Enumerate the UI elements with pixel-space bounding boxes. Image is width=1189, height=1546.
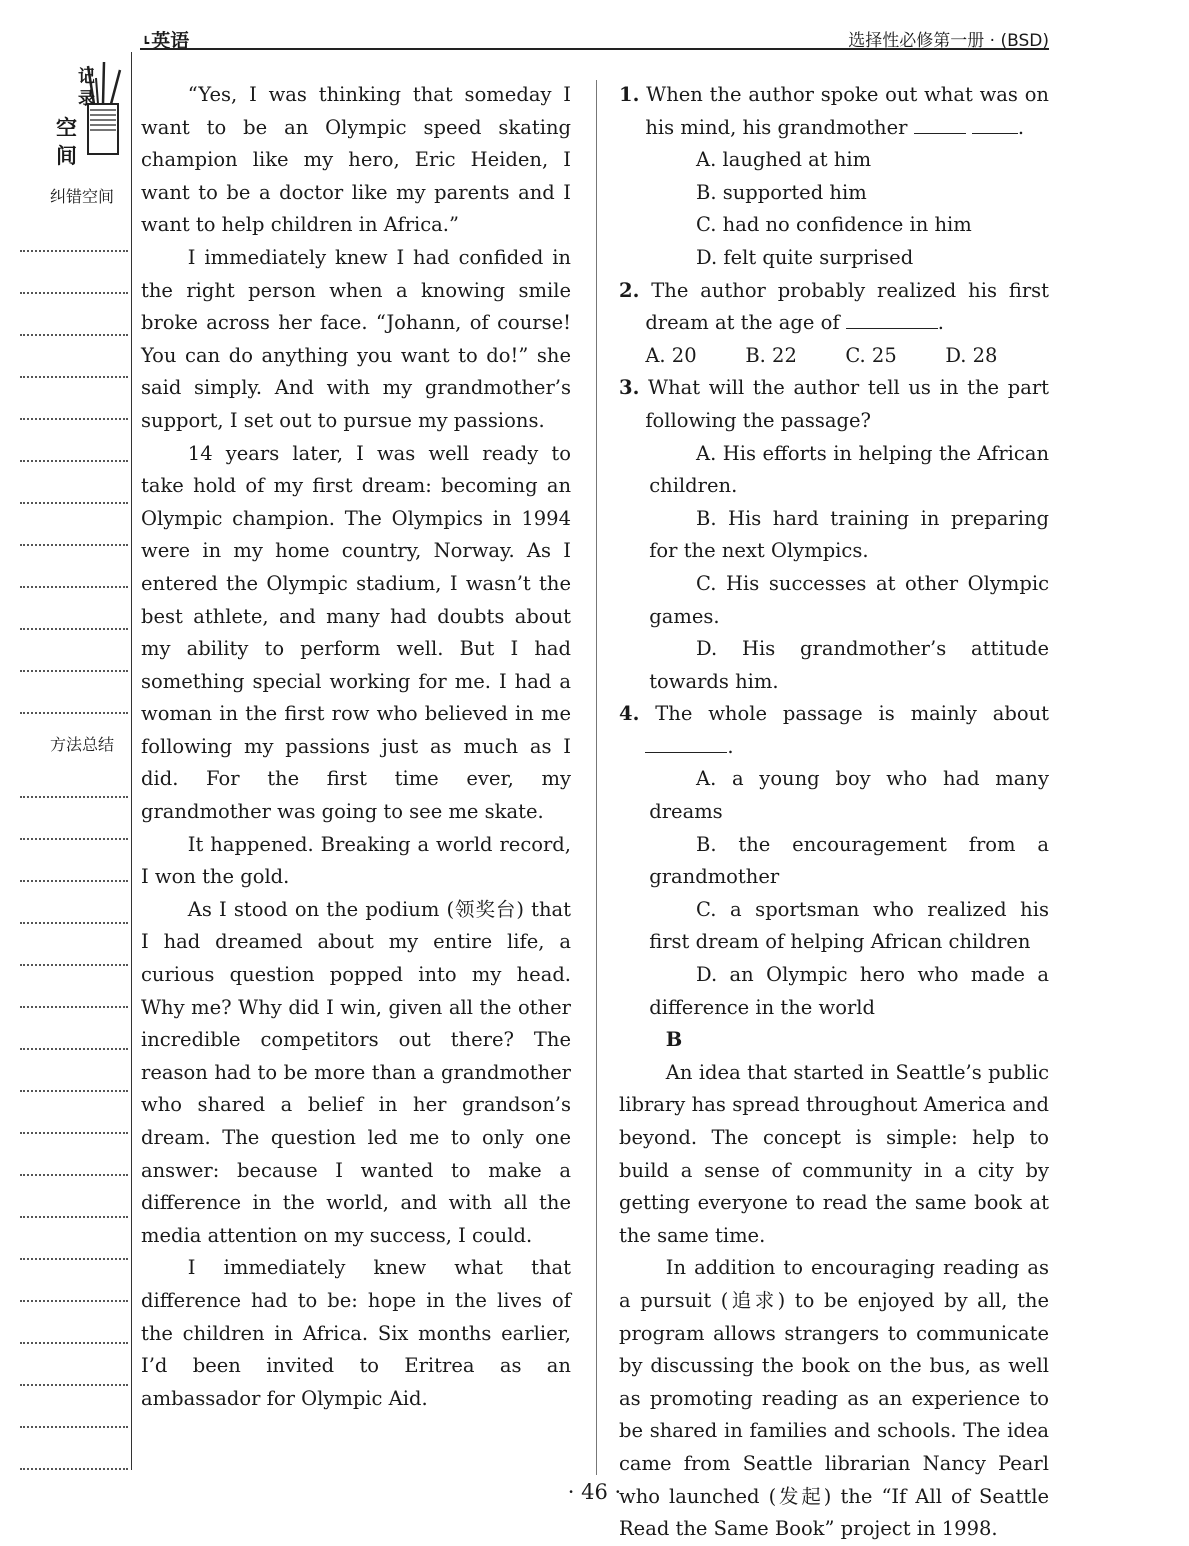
note-line <box>20 880 128 882</box>
error-correction-label: 纠错空间 <box>50 187 115 206</box>
question-end: . <box>1017 115 1025 139</box>
note-line <box>20 460 128 462</box>
passage-paragraph: “Yes, I was thinking that someday I want to be an Olympic speed skating champion like my hero, Eric Heiden, I want to be a doctor like my parents and I want to help children in Africa.” <box>141 83 571 237</box>
option: C. 25 <box>845 343 897 367</box>
passage-paragraph: As I stood on the podium (领奖台) that I had dreamed about my entire life, a curious question popped into my head. Why me? Why did I win, given all the other incredible competitors out there? The reason had to be more than a grandmother who shared a belief in her grandson’s dream. The question led me to only one answer: because I wanted to make a difference in the world, and with all the media attention on my success, I could. <box>141 897 571 1247</box>
option: D. His grandmother’s attitude towards him. <box>649 637 1049 693</box>
note-line <box>20 670 128 672</box>
note-line <box>20 1426 128 1428</box>
notes-space-logo <box>48 60 124 170</box>
passage-paragraph: I immediately knew what that difference had to be: hope in the lives of the children in Africa. Six months earlier, I’d been invited to Eritrea as an ambassador for Olympic Aid. <box>141 1256 571 1410</box>
note-line <box>20 334 128 336</box>
passage-paragraph: In addition to encouraging reading as a pursuit (追求) to be enjoyed by all, the program allows strangers to communicate by discussing the book on the bus, as well as promoting reading as an experience to be shared in families and schools. The idea came from Seattle librarian Nancy Pearl who launched (发起) the “If All of Seattle Read the Same Book” project in 1998. <box>619 1256 1049 1541</box>
note-line <box>20 964 128 966</box>
option: C. His successes at other Olympic games. <box>649 571 1049 628</box>
header-rule <box>140 48 1049 50</box>
note-line <box>20 1006 128 1008</box>
note-line <box>20 838 128 840</box>
note-line <box>20 922 128 924</box>
note-line <box>20 712 128 714</box>
question-number: 2. <box>619 278 640 302</box>
question-text: When the author spoke out what was on his mind, his grandmother <box>645 83 1049 139</box>
question-stem <box>619 79 1049 144</box>
bookmark-icon: ┗ <box>142 36 150 50</box>
question-end: . <box>937 311 944 335</box>
question-stem <box>619 372 1049 437</box>
question-2 <box>619 275 1049 373</box>
option: D. 28 <box>945 343 998 367</box>
book-title: 选择性必修第一册 · (BSD) <box>848 31 1049 51</box>
question-4 <box>619 698 1049 1024</box>
question-text: What will the author tell us in the part following the passage? <box>645 376 1049 432</box>
option: B. 22 <box>745 343 797 367</box>
note-line <box>20 250 128 252</box>
logo-char-2: 录 <box>78 89 95 109</box>
note-line <box>20 1468 128 1470</box>
option: B. supported him <box>696 180 867 204</box>
logo-char-3: 空 <box>56 116 77 140</box>
option: D. an Olympic hero who made a difference in the world <box>649 963 1049 1019</box>
option: B. the encouragement from a grandmother <box>649 832 1049 889</box>
option: A. a young boy who had many dreams <box>649 767 1049 824</box>
passage-left-column <box>141 79 571 1415</box>
option: A. laughed at him <box>696 148 872 172</box>
note-line <box>20 1384 128 1386</box>
passage-paragraph: 14 years later, I was well ready to take hold of my first dream: becoming an Olympic champion. The Olympics in 1994 were in my home country, Norway. As I entered the Olympic stadium, I wasn’t the best athlete, and many had doubts about my ability to perform well. But I had something special working for me. I had a woman in the first row who believed in me following my passions just as much as I did. For the first time ever, my grandmother was going to see me skate. <box>141 441 571 824</box>
note-line <box>20 376 128 378</box>
page-number: · 46 · <box>567 1480 622 1504</box>
logo-char-4: 间 <box>56 144 77 168</box>
question-end: . <box>727 734 734 758</box>
note-line <box>20 1258 128 1260</box>
passage-paragraph: An idea that started in Seattle’s public library has spread throughout America and beyond. The concept is simple: help to build a sense of community in a city by getting everyone to read the same book at the same time. <box>619 1060 1049 1247</box>
question-1 <box>619 79 1049 275</box>
note-line <box>20 1048 128 1050</box>
answer-blank <box>846 309 938 330</box>
note-line <box>20 418 128 420</box>
note-line <box>20 1342 128 1344</box>
question-number: 4. <box>619 702 640 726</box>
question-stem <box>619 698 1049 763</box>
question-number: 1. <box>619 83 640 106</box>
option: B. His hard training in preparing for the next Olympics. <box>649 506 1049 563</box>
option: C. a sportsman who realized his first dream of helping African children <box>649 897 1049 954</box>
section-heading: B <box>665 1028 683 1052</box>
note-line <box>20 502 128 504</box>
column-divider <box>596 80 597 1475</box>
option: C. had no confidence in him <box>696 213 972 237</box>
note-line <box>20 1174 128 1176</box>
answer-blank <box>914 113 966 134</box>
answer-blank <box>972 113 1018 134</box>
note-line <box>20 1300 128 1302</box>
question-number: 3. <box>619 376 640 400</box>
question-3 <box>619 372 1049 698</box>
option-row <box>645 340 1049 373</box>
note-line <box>20 1090 128 1092</box>
option: D. felt quite surprised <box>696 245 914 269</box>
answer-blank <box>645 732 727 753</box>
logo-char-1: 记 <box>78 67 95 87</box>
questions-right-column <box>619 79 1049 1546</box>
note-line <box>20 1216 128 1218</box>
question-text: The whole passage is mainly about <box>655 702 1049 726</box>
note-line <box>20 628 128 630</box>
option: A. 20 <box>645 343 697 367</box>
note-line <box>20 544 128 546</box>
passage-paragraph: I immediately knew I had confided in the right person when a knowing smile broke across her face. “Johann, of course! You can do anything you want to do!” she said simply. And with my grandmother’s support, I set out to pursue my passions. <box>141 245 571 432</box>
passage-paragraph: It happened. Breaking a world record, I won the gold. <box>141 832 571 889</box>
note-line <box>20 796 128 798</box>
margin-rule <box>131 52 132 1470</box>
note-line <box>20 1132 128 1134</box>
method-summary-label: 方法总结 <box>50 735 115 754</box>
note-line <box>20 586 128 588</box>
question-text: The author probably realized his first dream at the age of <box>645 278 1050 335</box>
question-stem <box>619 275 1049 340</box>
subject-text: 英语 <box>151 30 190 52</box>
note-line <box>20 292 128 294</box>
option: A. His efforts in helping the African children. <box>649 441 1049 498</box>
